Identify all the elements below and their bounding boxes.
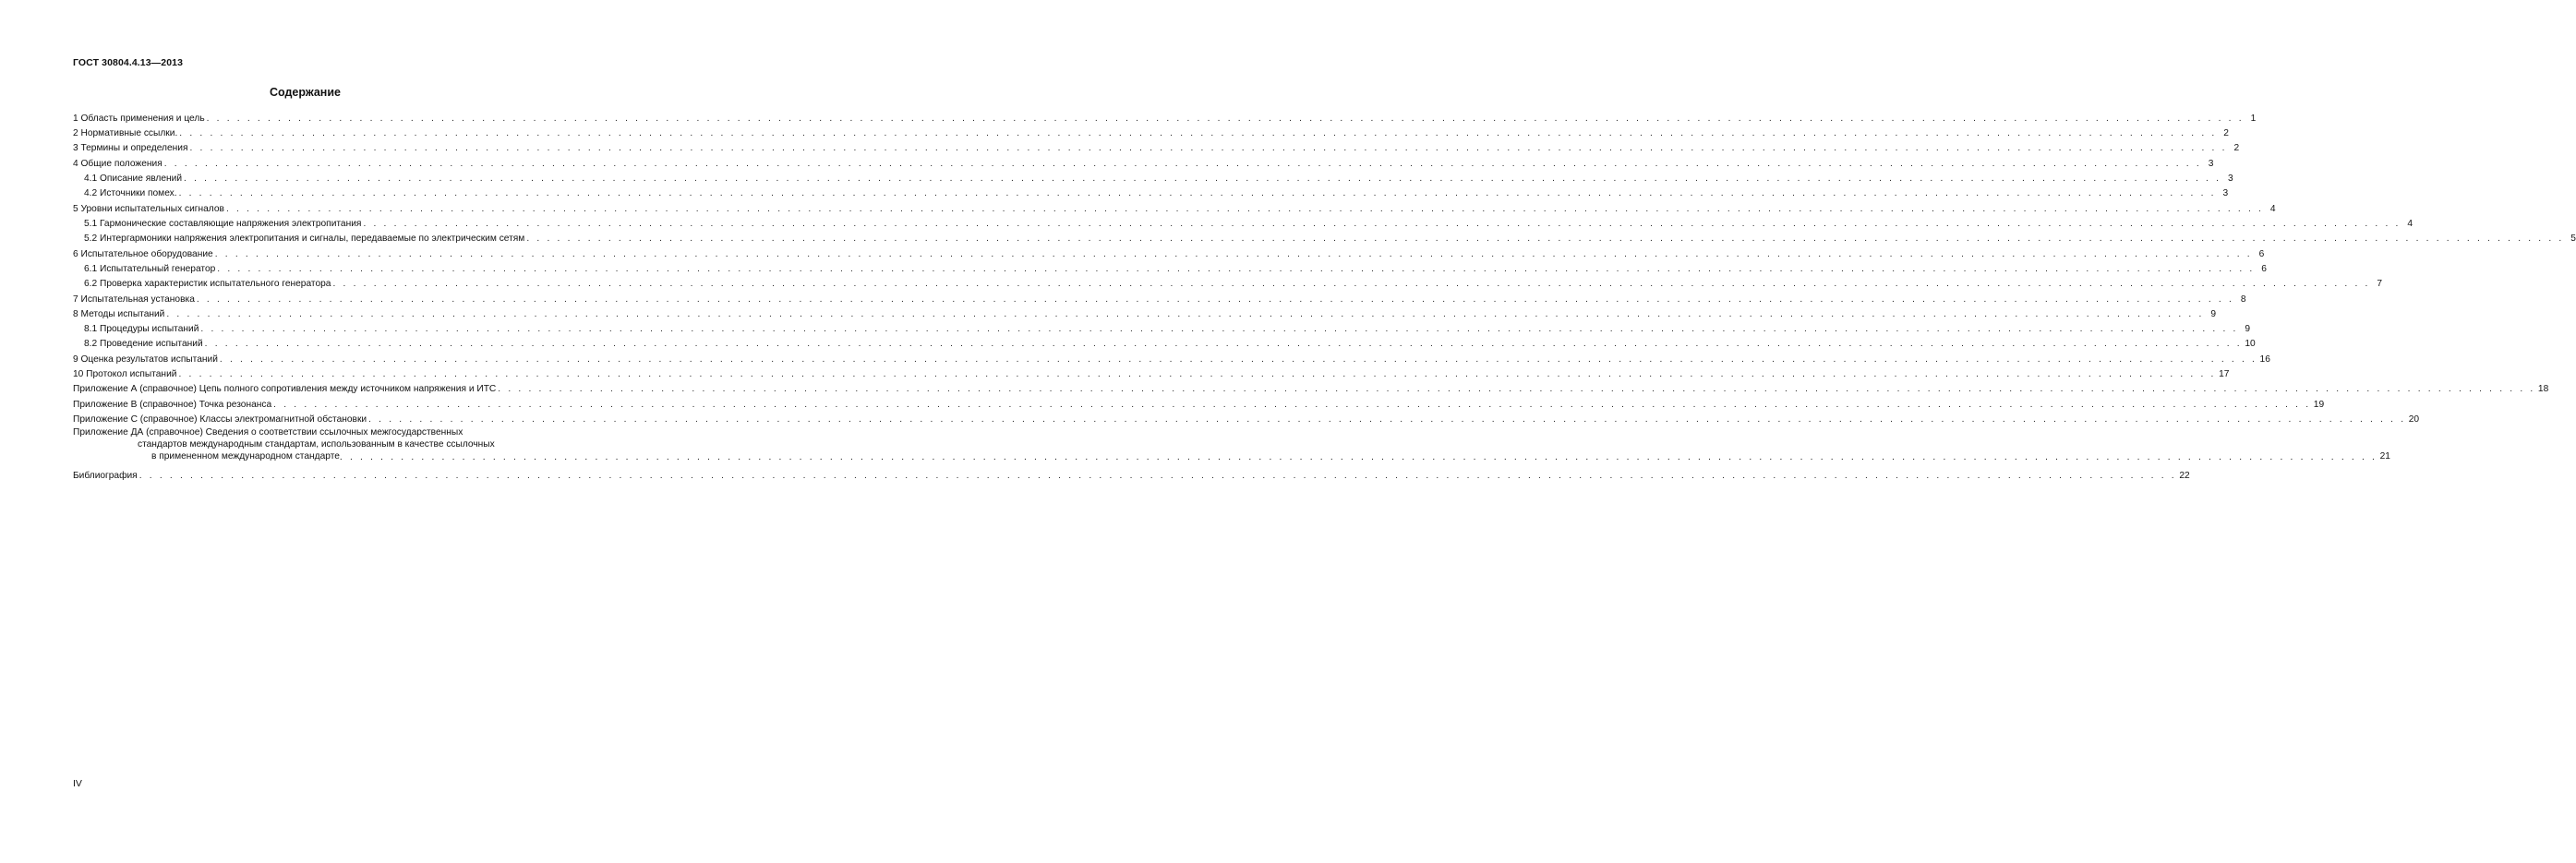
toc-entry[interactable] <box>73 232 2576 245</box>
toc-entry-page: 9 <box>2210 309 2217 319</box>
toc-entry-page: 3 <box>2227 174 2233 184</box>
toc-entry-label: Приложение В (справочное) Точка резонанса <box>73 400 272 410</box>
toc-entry-page: 17 <box>2219 369 2230 379</box>
toc-entry-page: 3 <box>2208 159 2214 169</box>
toc-entry-label: 8 Методы испытаний <box>73 309 165 319</box>
toc-entry[interactable] <box>73 337 2256 350</box>
toc-entry[interactable] <box>73 186 2229 199</box>
toc-entry-annex-da[interactable] <box>73 426 2390 462</box>
toc-entry-label: Приложение С (справочное) Классы электромагнитной обстановки <box>73 414 367 425</box>
toc-leader-dots: . . . . . . . . . . . . . . . . . . . . . . . . . . . . . . . . . . . . . . . . . . . . . . . . . . . . . . . . . . . . . . . . . . . . . . . . . . . . . . . . . . . . . . . . . . . . . . . . . . . . . . . . . . . . . . . . . . . . . . . . . . . . . . . . . . . . . . . . . . . . . . . . . . . . . . . . . . . . . . . . . . . . . . . . . . . . . . . . . . . . . . . . . . . . . . . . . . . . . . . . <box>204 339 2243 349</box>
toc-entry-label: 5.1 Гармонические составляющие напряжения электропитания <box>73 219 363 230</box>
toc-leader-dots: . . . . . . . . . . . . . . . . . . . . . . . . . . . . . . . . . . . . . . . . . . . . . . . . . . . . . . . . . . . . . . . . . . . . . . . . . . . . . . . . . . . . . . . . . . . . . . . . . . . . . . . . . . . . . . . . . . . . . . . . . . . . . . . . . . . . . . . . . . . . . . . . . . . . . . . . . . . . . . . . . . . . . . . . . . . . . . . . . . . . . . . . . . . . . . . . . . . . . . . . <box>339 452 2377 462</box>
toc-entry-page: 6 <box>2258 249 2265 259</box>
toc-entry-label: 9 Оценка результатов испытаний <box>73 354 218 365</box>
toc-entry-page: 21 <box>2379 451 2390 461</box>
toc-entry[interactable] <box>73 172 2233 185</box>
toc-entry-label: 8.2 Проведение испытаний <box>73 339 205 350</box>
toc-entry-page: 9 <box>2245 324 2251 334</box>
toc-entry-page: 4 <box>2269 204 2276 214</box>
toc-entry-page: 7 <box>2377 279 2383 289</box>
toc-entry[interactable] <box>73 126 2229 139</box>
toc-entry-page: 19 <box>2313 400 2325 410</box>
toc-leader-dots: . . . . . . . . . . . . . . . . . . . . . . . . . . . . . . . . . . . . . . . . . . . . . . . . . . . . . . . . . . . . . . . . . . . . . . . . . . . . . . . . . . . . . . . . . . . . . . . . . . . . . . . . . . . . . . . . . . . . . . . . . . . . . . . . . . . . . . . . . . . . . . . . . . . . . . . . . . . . . . . . . . . . . . . . . . . . . . . . . . . . . . . . . . . . . . . . . . . . . . . . <box>206 114 2245 124</box>
toc-entry-label: Приложение А (справочное) Цепь полного сопротивления между источником напряжения и ИТС <box>73 384 497 394</box>
toc-entry-page: 5 <box>2570 234 2576 244</box>
toc-entry-label: 7 Испытательная установка <box>73 294 195 305</box>
toc-leader-dots: . . . . . . . . . . . . . . . . . . . . . . . . . . . . . . . . . . . . . . . . . . . . . . . . . . . . . . . . . . . . . . . . . . . . . . . . . . . . . . . . . . . . . . . . . . . . . . . . . . . . . . . . . . . . . . . . . . . . . . . . . . . . . . . . . . . . . . . . . . . . . . . . . . . . . . . . . . . . . . . . . . . . . . . . . . . . . . . . . . . . . . . . . . . . . . . . . . . . . . . . <box>217 264 2255 274</box>
toc-leader-dots: . . . . . . . . . . . . . . . . . . . . . . . . . . . . . . . . . . . . . . . . . . . . . . . . . . . . . . . . . . . . . . . . . . . . . . . . . . . . . . . . . . . . . . . . . . . . . . . . . . . . . . . . . . . . . . . . . . . . . . . . . . . . . . . . . . . . . . . . . . . . . . . . . . . . . . . . . . . . . . . . . . . . . . . . . . . . . . . . . . . . . . . . . . . . . . . . . . . . . . . . <box>184 174 2221 184</box>
toc-entry-label: 2 Нормативные ссылки. <box>73 128 178 138</box>
toc-entry-page: 3 <box>2222 188 2229 198</box>
toc-entry[interactable] <box>73 413 2420 426</box>
toc-entry[interactable] <box>73 293 2246 306</box>
toc-entry[interactable] <box>73 353 2270 366</box>
toc-entry-label: 6.2 Проверка характеристик испытательного генератора <box>73 279 332 290</box>
toc-entry-label: 1 Область применения и цель <box>73 114 205 124</box>
toc-leader-dots: . . . . . . . . . . . . . . . . . . . . . . . . . . . . . . . . . . . . . . . . . . . . . . . . . . . . . . . . . . . . . . . . . . . . . . . . . . . . . . . . . . . . . . . . . . . . . . . . . . . . . . . . . . . . . . . . . . . . . . . . . . . . . . . . . . . . . . . . . . . . . . . . . . . . . . . . . . . . . . . . . . . . . . . . . . . . . . . . . . . . . . . . . . . . . . . . . . . . . . . . <box>273 400 2311 410</box>
toc-entry-label: 10 Протокол испытаний <box>73 369 177 379</box>
toc-entry-page: 16 <box>2259 354 2270 365</box>
toc-entry-label-line2: стандартов международным стандартам, использованным в качестве ссылочных <box>138 439 495 449</box>
toc-leader-dots: . . . . . . . . . . . . . . . . . . . . . . . . . . . . . . . . . . . . . . . . . . . . . . . . . . . . . . . . . . . . . . . . . . . . . . . . . . . . . . . . . . . . . . . . . . . . . . . . . . . . . . . . . . . . . . . . . . . . . . . . . . . . . . . . . . . . . . . . . . . . . . . . . . . . . . . . . . . . . . . . . . . . . . . . . . . . . . . . . . . . . . . . . . . . . . . . . . . . . . . . <box>166 309 2205 319</box>
toc-leader-dots: . . . . . . . . . . . . . . . . . . . . . . . . . . . . . . . . . . . . . . . . . . . . . . . . . . . . . . . . . . . . . . . . . . . . . . . . . . . . . . . . . . . . . . . . . . . . . . . . . . . . . . . . . . . . . . . . . . . . . . . . . . . . . . . . . . . . . . . . . . . . . . . . . . . . . . . . . . . . . . . . . . . . . . . . . . . . . . . . . . . . . . . . . . . . . . . . . . . . . . . . <box>214 249 2253 259</box>
toc-entry-label-line1: Приложение ДА (справочное) Сведения о соответствии ссылочных межгосударственных <box>73 427 463 437</box>
toc-entry[interactable] <box>73 157 2214 170</box>
toc-entry-page: 4 <box>2407 219 2413 229</box>
document-code: ГОСТ 30804.4.13—2013 <box>73 57 184 68</box>
toc-leader-dots: . . . . . . . . . . . . . . . . . . . . . . . . . . . . . . . . . . . . . . . . . . . . . . . . . . . . . . . . . . . . . . . . . . . . . . . . . . . . . . . . . . . . . . . . . . . . . . . . . . . . . . . . . . . . . . . . . . . . . . . . . . . . . . . . . . . . . . . . . . . . . . . . . . . . . . . . . . . . . . . . . . . . . . . . . . . . . . . . . . . . . . . . . . . . . . . . . . . . . . . . <box>526 234 2564 244</box>
toc-entry-page: 18 <box>2537 384 2549 394</box>
toc-entry[interactable] <box>73 277 2383 290</box>
toc-leader-dots: . . . . . . . . . . . . . . . . . . . . . . . . . . . . . . . . . . . . . . . . . . . . . . . . . . . . . . . . . . . . . . . . . . . . . . . . . . . . . . . . . . . . . . . . . . . . . . . . . . . . . . . . . . . . . . . . . . . . . . . . . . . . . . . . . . . . . . . . . . . . . . . . . . . . . . . . . . . . . . . . . . . . . . . . . . . . . . . . . . . . . . . . . . . . . . . . . . . . . . . . <box>163 159 2202 169</box>
toc-entry-label: 6.1 Испытательный генератор <box>73 264 217 275</box>
toc-leader-dots: . . . . . . . . . . . . . . . . . . . . . . . . . . . . . . . . . . . . . . . . . . . . . . . . . . . . . . . . . . . . . . . . . . . . . . . . . . . . . . . . . . . . . . . . . . . . . . . . . . . . . . . . . . . . . . . . . . . . . . . . . . . . . . . . . . . . . . . . . . . . . . . . . . . . . . . . . . . . . . . . . . . . . . . . . . . . . . . . . . . . . . . . . . . . . . . . . . . . . . . . <box>219 354 2257 365</box>
toc-entry-page: 1 <box>2250 114 2257 124</box>
toc-leader-dots: . . . . . . . . . . . . . . . . . . . . . . . . . . . . . . . . . . . . . . . . . . . . . . . . . . . . . . . . . . . . . . . . . . . . . . . . . . . . . . . . . . . . . . . . . . . . . . . . . . . . . . . . . . . . . . . . . . . . . . . . . . . . . . . . . . . . . . . . . . . . . . . . . . . . . . . . . . . . . . . . . . . . . . . . . . . . . . . . . . . . . . . . . . . . . . . . . . . . . . . . <box>178 188 2217 198</box>
toc-entry-page: 20 <box>2408 414 2420 425</box>
toc-leader-dots: . . . . . . . . . . . . . . . . . . . . . . . . . . . . . . . . . . . . . . . . . . . . . . . . . . . . . . . . . . . . . . . . . . . . . . . . . . . . . . . . . . . . . . . . . . . . . . . . . . . . . . . . . . . . . . . . . . . . . . . . . . . . . . . . . . . . . . . . . . . . . . . . . . . . . . . . . . . . . . . . . . . . . . . . . . . . . . . . . . . . . . . . . . . . . . . . . . . . . . . . <box>368 414 2406 425</box>
toc-entry[interactable] <box>73 202 2276 215</box>
toc-leader-dots: . . . . . . . . . . . . . . . . . . . . . . . . . . . . . . . . . . . . . . . . . . . . . . . . . . . . . . . . . . . . . . . . . . . . . . . . . . . . . . . . . . . . . . . . . . . . . . . . . . . . . . . . . . . . . . . . . . . . . . . . . . . . . . . . . . . . . . . . . . . . . . . . . . . . . . . . . . . . . . . . . . . . . . . . . . . . . . . . . . . . . . . . . . . . . . . . . . . . . . . . <box>363 219 2401 229</box>
toc-leader-dots: . . . . . . . . . . . . . . . . . . . . . . . . . . . . . . . . . . . . . . . . . . . . . . . . . . . . . . . . . . . . . . . . . . . . . . . . . . . . . . . . . . . . . . . . . . . . . . . . . . . . . . . . . . . . . . . . . . . . . . . . . . . . . . . . . . . . . . . . . . . . . . . . . . . . . . . . . . . . . . . . . . . . . . . . . . . . . . . . . . . . . . . . . . . . . . . . . . . . . . . . <box>498 384 2535 394</box>
toc-entry[interactable] <box>73 141 2240 154</box>
toc-entry[interactable] <box>73 382 2549 395</box>
toc-entry[interactable] <box>73 398 2325 411</box>
toc-leader-dots: . . . . . . . . . . . . . . . . . . . . . . . . . . . . . . . . . . . . . . . . . . . . . . . . . . . . . . . . . . . . . . . . . . . . . . . . . . . . . . . . . . . . . . . . . . . . . . . . . . . . . . . . . . . . . . . . . . . . . . . . . . . . . . . . . . . . . . . . . . . . . . . . . . . . . . . . . . . . . . . . . . . . . . . . . . . . . . . . . . . . . . . . . . . . . . . . . . . . . . . . <box>138 471 2177 481</box>
toc-entry[interactable] <box>73 307 2217 320</box>
toc-entry-page: 10 <box>2245 339 2256 349</box>
toc-entry-page: 2 <box>2223 128 2229 138</box>
toc-leader-dots: . . . . . . . . . . . . . . . . . . . . . . . . . . . . . . . . . . . . . . . . . . . . . . . . . . . . . . . . . . . . . . . . . . . . . . . . . . . . . . . . . . . . . . . . . . . . . . . . . . . . . . . . . . . . . . . . . . . . . . . . . . . . . . . . . . . . . . . . . . . . . . . . . . . . . . . . . . . . . . . . . . . . . . . . . . . . . . . . . . . . . . . . . . . . . . . . . . . . . . . . <box>196 294 2234 305</box>
toc-entry-label: 5 Уровни испытательных сигналов <box>73 204 224 214</box>
toc-entry[interactable] <box>73 217 2413 230</box>
toc-entry-page: 22 <box>2179 471 2190 481</box>
toc-entry[interactable] <box>73 322 2251 335</box>
toc-leader-dots: . . . . . . . . . . . . . . . . . . . . . . . . . . . . . . . . . . . . . . . . . . . . . . . . . . . . . . . . . . . . . . . . . . . . . . . . . . . . . . . . . . . . . . . . . . . . . . . . . . . . . . . . . . . . . . . . . . . . . . . . . . . . . . . . . . . . . . . . . . . . . . . . . . . . . . . . . . . . . . . . . . . . . . . . . . . . . . . . . . . . . . . . . . . . . . . . . . . . . . . . <box>200 324 2239 334</box>
toc-entry-label: 5.2 Интергармоники напряжения электропитания и сигналы, передаваемые по электрическим сетям <box>73 234 526 245</box>
toc-entry-label: 4.2 Источники помех. <box>73 188 179 199</box>
toc-entry-page: 6 <box>2261 264 2267 274</box>
toc-entry[interactable] <box>73 367 2230 380</box>
toc-entry[interactable] <box>73 112 2257 125</box>
page-title: Содержание <box>269 86 341 99</box>
toc-entry-label: 4 Общие положения <box>73 159 163 169</box>
toc-entry[interactable] <box>73 247 2265 260</box>
toc-entry[interactable] <box>73 262 2267 275</box>
toc-leader-dots: . . . . . . . . . . . . . . . . . . . . . . . . . . . . . . . . . . . . . . . . . . . . . . . . . . . . . . . . . . . . . . . . . . . . . . . . . . . . . . . . . . . . . . . . . . . . . . . . . . . . . . . . . . . . . . . . . . . . . . . . . . . . . . . . . . . . . . . . . . . . . . . . . . . . . . . . . . . . . . . . . . . . . . . . . . . . . . . . . . . . . . . . . . . . . . . . . . . . . . . . <box>189 143 2228 153</box>
toc-entry-label-line3: в примененном международном стандарте <box>151 451 340 461</box>
page-number: IV <box>73 778 82 789</box>
toc-entry-label: 4.1 Описание явлений <box>73 174 184 185</box>
toc-entry-label: 3 Термины и определения <box>73 143 188 153</box>
toc-entry-label: Библиография <box>73 471 138 481</box>
toc-entry-page: 2 <box>2233 143 2240 153</box>
toc-leader-dots: . . . . . . . . . . . . . . . . . . . . . . . . . . . . . . . . . . . . . . . . . . . . . . . . . . . . . . . . . . . . . . . . . . . . . . . . . . . . . . . . . . . . . . . . . . . . . . . . . . . . . . . . . . . . . . . . . . . . . . . . . . . . . . . . . . . . . . . . . . . . . . . . . . . . . . . . . . . . . . . . . . . . . . . . . . . . . . . . . . . . . . . . . . . . . . . . . . . . . . . . <box>225 204 2264 214</box>
toc-entry-label: 6 Испытательное оборудование <box>73 249 213 259</box>
toc-leader-dots: . . . . . . . . . . . . . . . . . . . . . . . . . . . . . . . . . . . . . . . . . . . . . . . . . . . . . . . . . . . . . . . . . . . . . . . . . . . . . . . . . . . . . . . . . . . . . . . . . . . . . . . . . . . . . . . . . . . . . . . . . . . . . . . . . . . . . . . . . . . . . . . . . . . . . . . . . . . . . . . . . . . . . . . . . . . . . . . . . . . . . . . . . . . . . . . . . . . . . . . . <box>179 128 2217 138</box>
toc-entry-label: 8.1 Процедуры испытаний <box>73 324 200 335</box>
toc-leader-dots: . . . . . . . . . . . . . . . . . . . . . . . . . . . . . . . . . . . . . . . . . . . . . . . . . . . . . . . . . . . . . . . . . . . . . . . . . . . . . . . . . . . . . . . . . . . . . . . . . . . . . . . . . . . . . . . . . . . . . . . . . . . . . . . . . . . . . . . . . . . . . . . . . . . . . . . . . . . . . . . . . . . . . . . . . . . . . . . . . . . . . . . . . . . . . . . . . . . . . . . . <box>332 279 2371 289</box>
toc-entry-bibliography[interactable] <box>73 469 2190 482</box>
toc-leader-dots: . . . . . . . . . . . . . . . . . . . . . . . . . . . . . . . . . . . . . . . . . . . . . . . . . . . . . . . . . . . . . . . . . . . . . . . . . . . . . . . . . . . . . . . . . . . . . . . . . . . . . . . . . . . . . . . . . . . . . . . . . . . . . . . . . . . . . . . . . . . . . . . . . . . . . . . . . . . . . . . . . . . . . . . . . . . . . . . . . . . . . . . . . . . . . . . . . . . . . . . . <box>178 369 2217 379</box>
toc-entry-page: 8 <box>2240 294 2246 305</box>
